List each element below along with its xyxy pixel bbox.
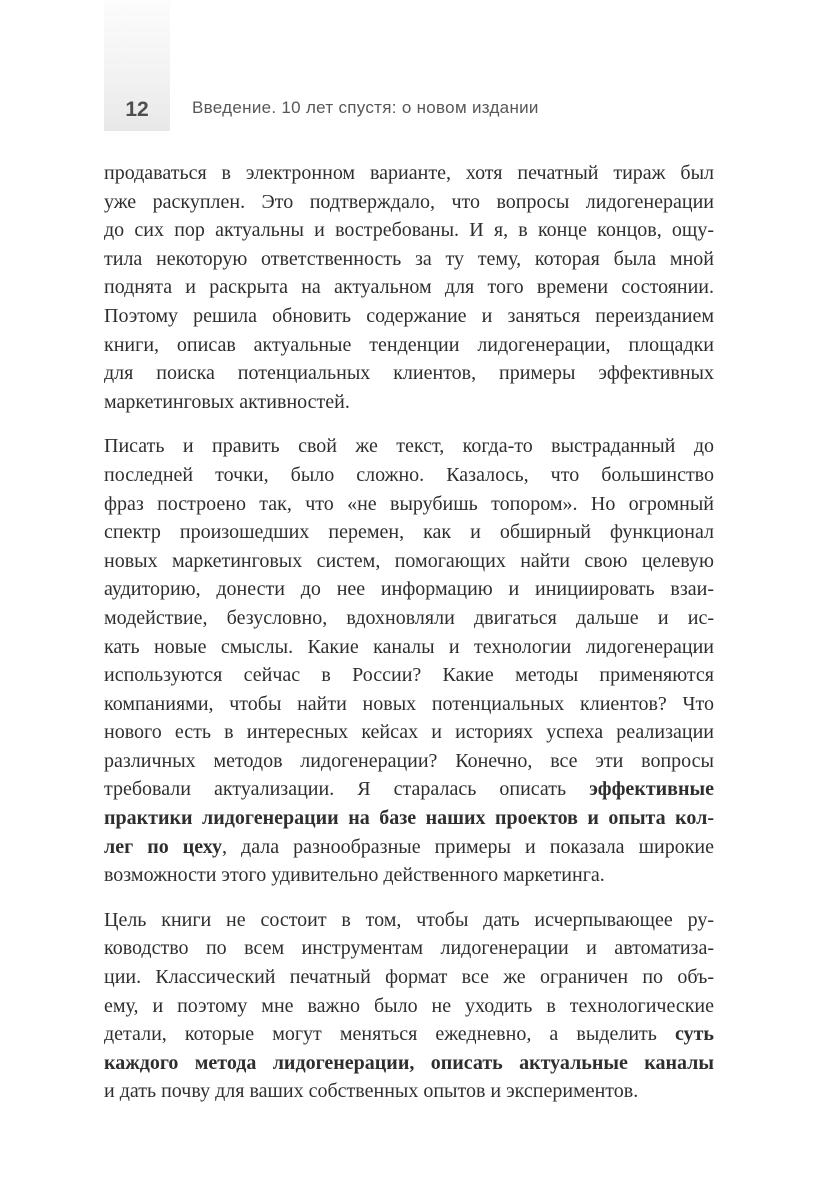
text-line (104, 661, 714, 690)
text-line (104, 490, 714, 519)
bold-text-run: каждого метода лидогенерации, описать актуальные каналы (104, 1051, 714, 1074)
text-line (104, 331, 714, 360)
chapter-title: Введение. 10 лет спустя: о новом издании (192, 98, 539, 117)
text-line (104, 273, 714, 302)
text-run: детали, которые могут меняться ежедневно, а выделить (104, 1023, 675, 1046)
paragraph (104, 432, 714, 890)
text-line (104, 518, 714, 547)
text-line (104, 992, 714, 1021)
text-run: до сих пор актуальны и востребованы. И я, в конце концов, ощу- (104, 219, 714, 242)
text-line (104, 963, 714, 992)
text-run: требовали актуализации. Я старалась описать (104, 778, 590, 801)
body-text (104, 159, 714, 1106)
text-run: кать новые смыслы. Какие каналы и технологии лидогенерации (104, 635, 714, 658)
text-line (104, 775, 714, 804)
paragraph (104, 159, 714, 416)
text-run: нового есть в интересных кейсах и историях успеха реализации (104, 721, 714, 744)
text-run: уже раскуплен. Это подтверждало, что вопросы лидогенерации (104, 190, 714, 213)
text-run: ководство по всем инструментам лидогенерации и автоматиза- (104, 937, 714, 960)
text-run: компаниями, чтобы найти новых потенциальных клиентов? Что (104, 692, 714, 715)
text-line (104, 604, 714, 633)
text-line (104, 388, 714, 417)
text-run: , дала разнообразные примеры и показала широкие (222, 835, 714, 858)
text-run: Писать и править свой же текст, когда-то выстраданный до (104, 435, 714, 458)
text-run: новых маркетинговых систем, помогающих найти свою целевую (104, 549, 714, 572)
text-run: ему, и поэтому мне важно было не уходить в технологические (104, 994, 714, 1017)
text-line (104, 718, 714, 747)
page-number: 12 (125, 98, 149, 121)
text-line (104, 575, 714, 604)
text-run: Цель книги не состоит в том, чтобы дать исчерпывающее ру- (104, 908, 714, 931)
text-line (104, 188, 714, 217)
text-line (104, 906, 714, 935)
text-run: аудиторию, донести до нее информацию и инициировать взаи- (104, 578, 714, 601)
text-line (104, 804, 714, 833)
text-line (104, 1020, 714, 1049)
text-line (104, 302, 714, 331)
bold-text-run: суть (674, 1023, 714, 1046)
text-run: поднята и раскрыта на актуальном для того времени состоянии. (104, 276, 714, 299)
text-line (104, 1077, 714, 1106)
page-number-bar (104, 0, 170, 131)
text-run: последней точки, было сложно. Казалось, что большинство (104, 463, 714, 486)
text-run: ции. Классический печатный формат все же ограничен по объ- (104, 966, 714, 989)
text-line (104, 159, 714, 188)
text-line (104, 747, 714, 776)
text-line (104, 690, 714, 719)
text-line (104, 1049, 714, 1078)
text-run: используются сейчас в России? Какие методы применяются (104, 664, 714, 687)
text-run: модействие, безусловно, вдохновляли двигаться дальше и ис- (104, 606, 714, 629)
bold-text-run: эффективные (589, 778, 714, 801)
text-line (104, 934, 714, 963)
text-line (104, 359, 714, 388)
text-run: и дать почву для ваших собственных опытов и экспериментов. (104, 1080, 639, 1103)
text-line (104, 432, 714, 461)
text-line (104, 245, 714, 274)
text-line (104, 461, 714, 490)
text-run: возможности этого удивительно действенного маркетинга. (104, 864, 605, 887)
text-line (104, 216, 714, 245)
bold-text-run: практики лидогенерации на базе наших проектов и опыта кол- (104, 807, 714, 830)
text-line (104, 547, 714, 576)
paragraph (104, 906, 714, 1106)
text-line (104, 833, 714, 862)
text-run: продаваться в электронном варианте, хотя печатный тираж был (104, 162, 714, 184)
text-run: маркетинговых активностей. (104, 390, 350, 413)
text-run: фраз построено так, что «не вырубишь топором». Но огромный (104, 492, 714, 515)
text-line (104, 861, 714, 890)
text-run: тила некоторую ответственность за ту тему, которая была мной (104, 247, 714, 270)
text-run: спектр произошедших перемен, как и обширный функционал (104, 521, 714, 544)
text-run: Поэтому решила обновить содержание и заняться переизданием (104, 304, 714, 327)
text-run: для поиска потенциальных клиентов, примеры эффективных (104, 362, 714, 385)
text-run: различных методов лидогенерации? Конечно, все эти вопросы (104, 749, 714, 772)
bold-text-run: лег по цеху (104, 835, 222, 858)
text-line (104, 633, 714, 662)
text-run: книги, описав актуальные тенденции лидогенерации, площадки (104, 333, 714, 356)
